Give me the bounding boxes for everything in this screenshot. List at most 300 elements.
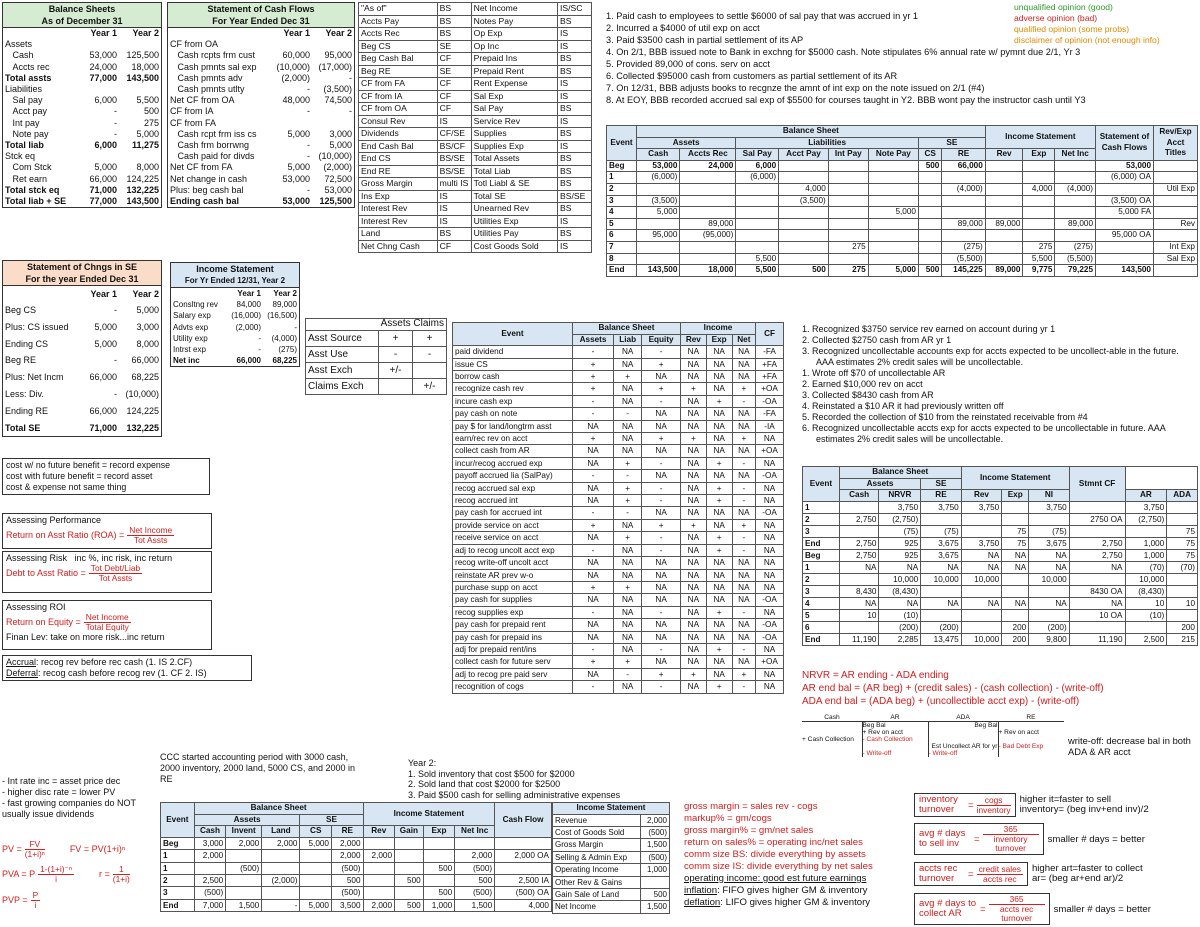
effects-cell: purchase supp on acct xyxy=(453,581,573,593)
effects-cell: -FA xyxy=(756,346,784,358)
ar-cell: NA xyxy=(1029,561,1070,573)
inv-den: inventory xyxy=(976,804,1011,815)
effects-row xyxy=(453,420,784,432)
event-cell xyxy=(918,241,941,253)
ar-cell: NA xyxy=(1002,549,1029,561)
ccc-cell xyxy=(455,837,495,849)
effects-cell: NA xyxy=(732,569,755,581)
effects-cell: NA xyxy=(614,606,642,618)
effects-cell: NA xyxy=(680,631,706,643)
ccc-cell xyxy=(395,862,424,874)
effects-cell: recog accrued sal exp xyxy=(453,482,573,494)
is-small-row xyxy=(171,344,299,355)
event-row xyxy=(607,230,1198,242)
effects-cell: NA xyxy=(680,619,706,631)
is-small-row-y2: - xyxy=(294,322,297,332)
effects-cell: + xyxy=(614,581,642,593)
transaction-mid-item: 5. Recorded the collection of $10 from the reinstated receivable from #4 xyxy=(802,412,1088,422)
event-cell xyxy=(985,253,1023,265)
event-cf-header: Statement of Cash Flows xyxy=(1096,126,1154,161)
ccc-cell: Beg xyxy=(161,837,195,849)
cf-row-y2: - xyxy=(349,72,352,83)
event-cell xyxy=(868,218,918,230)
effects-cell: + xyxy=(573,383,614,395)
event-cell xyxy=(637,253,680,265)
effects-cell: - xyxy=(642,482,681,494)
ccc-cell: 2,000 xyxy=(262,837,300,849)
bs-row-label: Acct pay xyxy=(5,106,48,117)
event-cell: 4 xyxy=(607,207,637,219)
event-cell: 275 xyxy=(1023,241,1055,253)
effects-cell: NA xyxy=(756,643,784,655)
cf-row xyxy=(168,129,354,140)
effects-cell: - xyxy=(732,606,755,618)
effects-row xyxy=(453,606,784,618)
event-cell: (5,500) xyxy=(1055,253,1096,265)
claims-cell: Claims Exch xyxy=(306,378,379,394)
ar-cell: (70) xyxy=(1167,561,1198,573)
ar-cell: NA xyxy=(961,549,1002,561)
event-cell xyxy=(1055,195,1096,207)
effects-cell: NA xyxy=(614,619,642,631)
bs-row-label: Accts rec xyxy=(5,61,50,72)
event-cell xyxy=(1154,230,1198,242)
bs-row-y1: 6,000 xyxy=(94,140,117,151)
transaction-mid-item: 2. Collected $2750 cash from AR yr 1 xyxy=(802,335,952,345)
ccc-cell: 4,000 xyxy=(495,899,552,911)
transaction-mid-item: 6. Recognized uncollectable accts exp for accts expected to be uncollectable in future. AAA estimates 2% credit sales will be uncollectable. xyxy=(802,423,1166,444)
ar-cell: 2750 OA xyxy=(1069,513,1125,525)
bs-row-label: Liabilities xyxy=(5,84,43,95)
ccc-is-row xyxy=(553,901,670,913)
event-sub-header: CS xyxy=(918,149,941,161)
event-row xyxy=(607,160,1198,172)
ccc-cell: 3,500 xyxy=(332,899,364,911)
ccc-cell xyxy=(226,850,262,862)
cf-row-label: Plus: beg cash bal xyxy=(170,184,244,195)
ccc-cell: 5,000 xyxy=(300,899,332,911)
effects-row xyxy=(453,519,784,531)
ar-cell: 11,190 xyxy=(839,633,879,645)
inflation-text: : FIFO gives higher GM & inventory xyxy=(717,885,868,896)
terms-cell: BS/SE xyxy=(437,165,471,178)
event-cell: (3,500) xyxy=(637,195,680,207)
effects-cell: NA xyxy=(573,569,614,581)
ar-sub-header: ADA xyxy=(1167,490,1198,502)
ccc-is-label: Other Rev & Gains xyxy=(553,876,641,888)
effects-cell: + xyxy=(573,371,614,383)
tvm-line: - Int rate inc = asset price dec xyxy=(2,776,121,786)
claims-cell: Asst Source xyxy=(306,330,379,346)
ar-cell xyxy=(1002,513,1029,525)
ar-cell: (70) xyxy=(1125,561,1167,573)
bs-row-label: Total stck eq xyxy=(5,184,60,195)
effects-cell: + xyxy=(706,681,732,693)
effects-cell: NA xyxy=(706,445,732,457)
terms-cell: Dividends xyxy=(359,128,438,141)
terms-row xyxy=(359,240,592,253)
effects-cell: - xyxy=(642,495,681,507)
effects-cell: NA xyxy=(706,420,732,432)
terms-cell: BS xyxy=(558,103,592,116)
writeoff-note: write-off: decrease bal in both ADA & AR acct xyxy=(1068,735,1191,757)
ccc-cell: (500) xyxy=(455,862,495,874)
effects-row xyxy=(453,544,784,556)
effects-cell: - xyxy=(573,408,614,420)
cf-row-y1 xyxy=(268,118,310,129)
se-row-label: Total SE xyxy=(5,422,41,433)
effects-cell: NA xyxy=(680,681,706,693)
deflation-term: deflation xyxy=(684,897,721,908)
event-cell: Beg xyxy=(607,160,637,172)
cf-row-y1: - xyxy=(307,151,310,162)
t-cash: Cash xyxy=(824,714,840,721)
t-accounts xyxy=(802,714,1064,784)
fv-formula: FV = PV(1+i)ⁿ xyxy=(69,844,126,854)
ar-cell xyxy=(839,573,879,585)
effects-row xyxy=(453,668,784,680)
ccc-is-title: Income Statement xyxy=(553,803,670,815)
ccc-year2-title: Year 2: xyxy=(408,758,437,768)
event-cell: 5,000 FA xyxy=(1096,207,1154,219)
terms-cell: Net Chng Cash xyxy=(359,240,438,253)
effects-cell: NA xyxy=(706,557,732,569)
terms-cell: End Cash Bal xyxy=(359,140,438,153)
se-year1-header: Year 1 xyxy=(90,289,117,299)
is-small-row xyxy=(171,299,299,310)
ar-cell: 6 xyxy=(803,621,840,633)
ar-cell xyxy=(1167,513,1198,525)
cf-row-label: Cash pmnts sal exp xyxy=(170,61,257,72)
accrual-text: : recog rev before rec cash (1. IS 2.CF) xyxy=(36,657,193,667)
ar-sub-header: RE xyxy=(921,490,962,502)
ccc-cell: 2,000 xyxy=(226,837,262,849)
cf-row-label: Cash pmnts adv xyxy=(170,72,243,83)
cf-row xyxy=(168,84,354,95)
ar-cell: 3,750 xyxy=(961,501,1002,513)
bs-row-y1: - xyxy=(114,106,117,117)
ccc-is-row xyxy=(553,864,670,876)
ccc-is-label: Gain Sale of Land xyxy=(553,889,641,901)
ar-cf-header: Stmnt CF xyxy=(1069,467,1125,502)
event-cell xyxy=(1055,230,1096,242)
ccc-sub-header: Gain xyxy=(395,826,424,838)
effects-cell: NA xyxy=(573,495,614,507)
event-cell xyxy=(918,207,941,219)
event-cell xyxy=(985,160,1023,172)
ccc-is-value xyxy=(641,876,670,888)
effects-sub-header: Rev xyxy=(680,334,706,346)
ar-cell: 10 xyxy=(839,609,879,621)
roa-den: Tot Assts xyxy=(133,535,168,545)
t-bad-debt: - Bad Debt Exp xyxy=(998,743,1044,750)
effects-cell: NA xyxy=(614,643,642,655)
ar-cell xyxy=(1167,501,1198,513)
event-cell xyxy=(680,241,736,253)
effects-cell: adj for prepaid rent/ins xyxy=(453,643,573,655)
ccc-cell: 1 xyxy=(161,850,195,862)
ar-se-header: SE xyxy=(921,478,962,490)
cf-row-label: Cash rcpts frm cust xyxy=(170,50,256,61)
bs-row-y1: 77,000 xyxy=(89,196,117,207)
ccc-cell xyxy=(300,850,332,862)
event-cell xyxy=(1023,160,1055,172)
ccc-cell xyxy=(423,850,455,862)
claims-row xyxy=(306,330,447,346)
event-cell xyxy=(985,195,1023,207)
effects-cell: NA xyxy=(732,420,755,432)
debt-den: Tot Assts xyxy=(98,573,133,583)
ar-row xyxy=(803,621,1198,633)
cf-row-label: Net CF from FA xyxy=(170,162,233,173)
is-small-row-y1: - xyxy=(258,333,261,343)
terms-row xyxy=(359,178,592,191)
event-cell xyxy=(680,253,736,265)
effects-cell: NA xyxy=(680,395,706,407)
ccc-is-row xyxy=(553,814,670,826)
is-small-row-y1: 84,000 xyxy=(236,300,261,310)
is-small-year1: Year 1 xyxy=(237,289,261,298)
terms-cell: Utilities Pay xyxy=(471,228,557,241)
ar-end-formula: AR end bal = (AR beg) + (credit sales) - (cash collection) - (write-off) xyxy=(802,683,1104,694)
ccc-cell: 500 xyxy=(455,875,495,887)
effects-row xyxy=(453,371,784,383)
event-cell: 5,500 xyxy=(1023,253,1055,265)
event-cell: 5,500 xyxy=(736,265,779,277)
effects-cell: collect cash for future serv xyxy=(453,656,573,668)
bs-rows xyxy=(3,39,161,207)
bs-row-y2: 143,500 xyxy=(126,72,159,83)
terms-row xyxy=(359,3,592,16)
ar-cell: 10 xyxy=(1167,597,1198,609)
ccc-cell xyxy=(262,887,300,899)
bs-row xyxy=(3,174,161,185)
ar-cell: 200 xyxy=(1002,633,1029,645)
terms-cell: Prepaid Rent xyxy=(471,65,557,78)
terms-cell: BS xyxy=(437,28,471,41)
balance-sheets xyxy=(2,2,162,208)
t-beg-bal1: Beg Bal xyxy=(862,722,928,730)
ar-cell xyxy=(1125,621,1167,633)
claims-row xyxy=(306,378,447,394)
event-cell xyxy=(918,218,941,230)
event-cell xyxy=(868,230,918,242)
effects-cell: NA xyxy=(614,445,642,457)
ar-row xyxy=(803,501,1198,513)
ar-cell: (75) xyxy=(921,525,962,537)
terms-cell: IS xyxy=(437,215,471,228)
effects-cell: NA xyxy=(680,643,706,655)
effects-cell: - xyxy=(614,668,642,680)
cf-row xyxy=(168,39,354,50)
effects-cell: NA xyxy=(732,470,755,482)
effects-cell: NA xyxy=(756,495,784,507)
effects-cell: NA xyxy=(642,619,681,631)
effects-row xyxy=(453,346,784,358)
terms-cell: IS/SC xyxy=(558,3,592,16)
se-row-label: Less: Div. xyxy=(5,388,44,399)
balance-sheets-subtitle: As of December 31 xyxy=(3,15,161,28)
effects-row xyxy=(453,681,784,693)
effects-income-header: Income xyxy=(680,323,755,335)
note-line: cost & expense not same thing xyxy=(6,482,127,492)
ccc-cell: - xyxy=(262,899,300,911)
terms-cell: Notes Pay xyxy=(471,15,557,28)
terms-row xyxy=(359,65,592,78)
ccc-cell: 2,000 xyxy=(363,850,395,862)
ccc-cell: 1 xyxy=(161,862,195,874)
cf-row xyxy=(168,118,354,129)
event-is-header: Income Statement xyxy=(985,126,1095,149)
effects-row xyxy=(453,532,784,544)
effects-cell: NA xyxy=(756,433,784,445)
effects-cell: + xyxy=(642,668,681,680)
ccc-is-value: 1,500 xyxy=(641,901,670,913)
event-sub-header: Accts Rec xyxy=(680,149,736,161)
terms-row xyxy=(359,15,592,28)
cf-row xyxy=(168,174,354,185)
t-est-unc: Est Uncollect AR for yr xyxy=(928,743,998,750)
ar-cell xyxy=(1069,525,1125,537)
ccc-sub-header: RE xyxy=(332,826,364,838)
transaction-mid-item: 3. Collected $8430 cash from AR xyxy=(802,390,934,400)
cf-row xyxy=(168,185,354,196)
event-cell: 18,000 xyxy=(680,265,736,277)
asset-claims xyxy=(305,318,447,395)
ccc-is-label: Gross Margin xyxy=(553,839,641,851)
effects-cell: - xyxy=(642,681,681,693)
effects-row xyxy=(453,495,784,507)
terms-cell: SE xyxy=(437,65,471,78)
ar-cell: 10,000 xyxy=(1125,573,1167,585)
margin-line: gross margin% = gm/net sales xyxy=(684,825,814,836)
op-inc-note xyxy=(684,873,910,885)
ar-turnover-box: accts rec turnover = $\frac{\text{credit sales}}{\text{accts rec}}$ xyxy=(914,862,1028,886)
cf-row-label: Cash pmnts utlty xyxy=(170,84,245,95)
ccc-cell xyxy=(363,862,395,874)
cf-row-y2: 95,000 xyxy=(324,50,352,61)
effects-cell: - xyxy=(642,532,681,544)
effects-cell: NA xyxy=(732,581,755,593)
effects-cell: payoff accrued lia (SalPay) xyxy=(453,470,573,482)
event-sub-header: Acct Pay xyxy=(779,149,829,161)
ccc-year2 xyxy=(408,758,678,800)
perf-title: Assessing Performance xyxy=(6,515,102,525)
event-cell: 53,000 xyxy=(1096,160,1154,172)
ccc-cell xyxy=(226,887,262,899)
se-row-y2: 3,000 xyxy=(136,321,159,332)
ccc-cell xyxy=(395,837,424,849)
ccc-cell: 2 xyxy=(161,875,195,887)
ar-cell: 10,000 xyxy=(961,633,1002,645)
effects-cell: NA xyxy=(642,656,681,668)
bs-row-y2: 132,225 xyxy=(126,184,159,195)
bs-year2-header: Year 2 xyxy=(132,28,159,38)
effects-cell: pay cash for supplies xyxy=(453,594,573,606)
terms-row xyxy=(359,28,592,41)
effects-cell: -OA xyxy=(756,470,784,482)
effects-cell: NA xyxy=(756,532,784,544)
ccc-cell: 1,500 xyxy=(455,899,495,911)
effects-cell: NA xyxy=(642,445,681,457)
ccc-cell: (500) xyxy=(332,862,364,874)
ccc-cell: (2,000) xyxy=(262,875,300,887)
claims-cell xyxy=(413,362,447,378)
effects-cell: issue CS xyxy=(453,358,573,370)
transactions-mid xyxy=(802,324,1198,445)
ccc-is-value: (500) xyxy=(641,827,670,839)
bs-row-y2: 18,000 xyxy=(131,61,159,72)
ar-cell xyxy=(1069,501,1125,513)
ccc-header-row xyxy=(161,826,552,838)
bs-row-y2: 124,225 xyxy=(126,173,159,184)
event-cell xyxy=(942,195,985,207)
event-sub-header: Sal Pay xyxy=(736,149,779,161)
effects-cell: NA xyxy=(614,395,642,407)
inv-note1: higher it=faster to sell xyxy=(1019,793,1112,805)
terms-cell: IS xyxy=(558,78,592,91)
t-ada: ADA xyxy=(956,714,970,721)
bs-row xyxy=(3,62,161,73)
effects-cell: NA xyxy=(614,420,642,432)
effects-cell: reinstate AR prev w-o xyxy=(453,569,573,581)
terms-cell: CF from OA xyxy=(359,103,438,116)
ar-cell: Beg xyxy=(803,549,840,561)
ar-cell: 10,000 xyxy=(1029,573,1070,585)
event-cell xyxy=(637,241,680,253)
bs-row-y2: 143,500 xyxy=(126,196,159,207)
effects-cell: + xyxy=(732,383,755,395)
effects-cell: - xyxy=(642,457,681,469)
terms-row xyxy=(359,153,592,166)
event-cell: Int Exp xyxy=(1154,241,1198,253)
t-rev-acct2: + Rev on acct xyxy=(998,729,1039,736)
terms-cell: CF xyxy=(437,90,471,103)
effects-cell: - xyxy=(573,681,614,693)
cash-flows-title: Statement of Cash Flows xyxy=(168,3,354,15)
event-cell xyxy=(1154,172,1198,184)
effects-cell: + xyxy=(642,433,681,445)
event-cell: (6,000) OA xyxy=(1096,172,1154,184)
event-row xyxy=(607,241,1198,253)
cf-row-label: Ending cash bal xyxy=(170,196,240,207)
effects-cell: NA xyxy=(680,346,706,358)
cf-row-y1: - xyxy=(307,184,310,195)
ccc-cell: (500) OA xyxy=(495,887,552,899)
bs-row xyxy=(3,118,161,129)
ccc-is-value: 1,000 xyxy=(641,864,670,876)
ar-cell: 10,000 xyxy=(921,573,962,585)
event-cell xyxy=(918,183,941,195)
bs-row xyxy=(3,140,161,151)
ccc-is-row xyxy=(553,876,670,888)
se-row-label: Beg RE xyxy=(5,355,37,366)
ar-cell xyxy=(961,621,1002,633)
se-row-label: Plus: Net Incm xyxy=(5,372,64,383)
effects-cell: NA xyxy=(706,358,732,370)
cf-row-y1: 48,000 xyxy=(282,95,310,106)
ccc-step: 3. Paid $500 cash for selling administrative expenses xyxy=(408,789,621,800)
terms-row xyxy=(359,53,592,66)
margin-line: return on sales% = operating inc/net sales xyxy=(684,837,863,848)
se-row xyxy=(3,336,161,353)
terms-row xyxy=(359,165,592,178)
ccc-row xyxy=(161,850,552,862)
ar-row xyxy=(803,561,1198,573)
event-sub-header: Net Inc xyxy=(1055,149,1096,161)
is-small-row-y1: (2,000) xyxy=(235,322,261,332)
claims-cell: Asst Exch xyxy=(306,362,379,378)
